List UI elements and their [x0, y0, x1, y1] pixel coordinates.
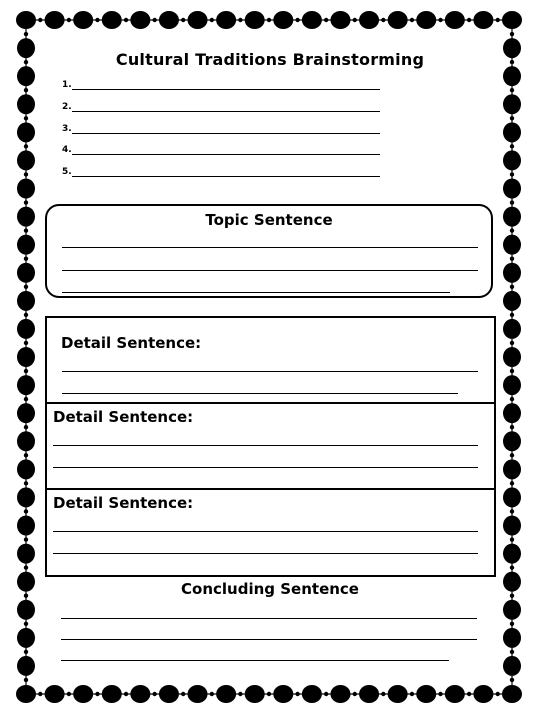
border-dot-icon — [24, 60, 28, 64]
border-dot-icon — [24, 397, 28, 401]
border-dot-icon — [510, 144, 514, 148]
border-dot-icon — [445, 685, 465, 703]
border-dot-icon — [503, 600, 521, 620]
border-dot-icon — [510, 622, 514, 626]
border-dot-icon — [24, 537, 28, 541]
border-dot-icon — [24, 650, 28, 654]
border-dot-icon — [17, 375, 35, 395]
write-line — [72, 133, 380, 134]
border-dot-icon — [353, 692, 357, 696]
write-line — [53, 531, 478, 532]
border-dot-icon — [302, 11, 322, 29]
write-line — [62, 270, 478, 271]
border-dot-icon — [24, 32, 28, 36]
border-dot-icon — [159, 685, 179, 703]
write-line — [53, 553, 478, 554]
border-dot-icon — [503, 628, 521, 648]
list-item — [62, 78, 380, 90]
border-dot-icon — [181, 18, 185, 22]
write-line — [72, 111, 380, 112]
border-dot-icon — [438, 18, 442, 22]
border-dot-icon — [359, 685, 379, 703]
border-dot-icon — [503, 459, 521, 479]
border-dot-icon — [295, 18, 299, 22]
write-line — [62, 393, 458, 394]
border-dot-icon — [503, 122, 521, 142]
border-dot-icon — [302, 685, 322, 703]
write-line — [62, 292, 450, 293]
border-dot-icon — [17, 347, 35, 367]
border-dot-icon — [438, 692, 442, 696]
border-dot-icon — [510, 369, 514, 373]
write-line — [53, 467, 478, 468]
border-dot-icon — [17, 179, 35, 199]
border-dot-icon — [410, 18, 414, 22]
border-dot-icon — [503, 572, 521, 592]
border-dot-icon — [102, 685, 122, 703]
border-dot-icon — [416, 11, 436, 29]
border-dot-icon — [24, 285, 28, 289]
border-dot-icon — [67, 692, 71, 696]
border-dot-icon — [510, 509, 514, 513]
border-dot-icon — [38, 692, 42, 696]
border-dot-icon — [353, 18, 357, 22]
list-number: 5. — [62, 167, 72, 177]
write-line — [61, 660, 449, 661]
border-dot-icon — [24, 116, 28, 120]
border-dot-icon — [210, 692, 214, 696]
write-line — [72, 89, 380, 90]
border-dot-icon — [245, 685, 265, 703]
border-dot-icon — [473, 11, 493, 29]
border-dot-icon — [24, 678, 28, 682]
border-dot-icon — [17, 235, 35, 255]
border-dot-icon — [67, 18, 71, 22]
border-dot-icon — [124, 18, 128, 22]
write-line — [61, 639, 477, 640]
border-dot-icon — [503, 347, 521, 367]
border-dot-icon — [273, 685, 293, 703]
concluding-sentence-heading: Concluding Sentence — [181, 580, 359, 598]
border-dot-icon — [17, 150, 35, 170]
write-line — [72, 176, 380, 177]
list-item — [62, 100, 380, 112]
border-dot-icon — [445, 11, 465, 29]
border-dot-icon — [102, 11, 122, 29]
border-dot-icon — [473, 685, 493, 703]
border-dot-icon — [17, 263, 35, 283]
concluding-section — [40, 580, 500, 598]
border-dot-icon — [503, 94, 521, 114]
border-dot-icon — [359, 11, 379, 29]
border-dot-icon — [510, 116, 514, 120]
list-number: 1. — [62, 80, 72, 90]
border-dot-icon — [17, 544, 35, 564]
border-dot-icon — [24, 622, 28, 626]
border-dot-icon — [17, 207, 35, 227]
border-dot-icon — [73, 685, 93, 703]
border-dot-icon — [510, 678, 514, 682]
border-dot-icon — [24, 313, 28, 317]
border-dot-icon — [503, 263, 521, 283]
list-item — [62, 122, 380, 134]
border-dot-icon — [496, 692, 500, 696]
border-dot-icon — [503, 487, 521, 507]
border-dot-icon — [503, 235, 521, 255]
border-dot-icon — [510, 594, 514, 598]
border-dot-icon — [410, 692, 414, 696]
border-dot-icon — [510, 228, 514, 232]
border-dot-icon — [324, 692, 328, 696]
border-dot-icon — [17, 431, 35, 451]
border-dot-icon — [510, 537, 514, 541]
border-dot-icon — [159, 11, 179, 29]
border-dot-icon — [24, 200, 28, 204]
border-dot-icon — [510, 313, 514, 317]
border-dot-icon — [510, 60, 514, 64]
border-dot-icon — [216, 685, 236, 703]
list-number: 4. — [62, 145, 72, 155]
border-dot-icon — [510, 172, 514, 176]
detail-sentence-label: Detail Sentence: — [53, 408, 194, 426]
border-dot-icon — [16, 685, 36, 703]
border-dot-icon — [24, 509, 28, 513]
border-dot-icon — [238, 692, 242, 696]
border-dot-icon — [267, 18, 271, 22]
list-item — [62, 165, 380, 177]
border-dot-icon — [24, 594, 28, 598]
write-line — [61, 618, 477, 619]
border-dot-icon — [503, 544, 521, 564]
border-dot-icon — [24, 88, 28, 92]
write-line — [53, 445, 478, 446]
border-dot-icon — [510, 285, 514, 289]
border-dot-icon — [510, 200, 514, 204]
border-dot-icon — [24, 257, 28, 261]
border-dot-icon — [17, 94, 35, 114]
write-line — [62, 371, 478, 372]
border-dot-icon — [245, 11, 265, 29]
border-dot-icon — [503, 66, 521, 86]
border-dot-icon — [17, 628, 35, 648]
border-dot-icon — [503, 516, 521, 536]
border-dot-icon — [24, 481, 28, 485]
border-dot-icon — [467, 692, 471, 696]
border-dot-icon — [496, 18, 500, 22]
border-dot-icon — [45, 685, 65, 703]
border-dot-icon — [502, 685, 522, 703]
border-dot-icon — [502, 11, 522, 29]
border-dot-icon — [510, 481, 514, 485]
border-dot-icon — [503, 291, 521, 311]
border-dot-icon — [503, 150, 521, 170]
border-dot-icon — [388, 685, 408, 703]
write-line — [62, 247, 478, 248]
border-dot-icon — [73, 11, 93, 29]
border-dot-icon — [330, 685, 350, 703]
border-dot-icon — [152, 692, 156, 696]
detail-sentence-label: Detail Sentence: — [53, 494, 194, 512]
detail-sentence-label: Detail Sentence: — [61, 334, 202, 352]
border-dot-icon — [510, 341, 514, 345]
border-dot-icon — [17, 122, 35, 142]
border-dot-icon — [510, 397, 514, 401]
border-dot-icon — [17, 66, 35, 86]
border-dot-icon — [24, 565, 28, 569]
border-dot-icon — [17, 403, 35, 423]
border-dot-icon — [503, 375, 521, 395]
border-dot-icon — [16, 11, 36, 29]
border-dot-icon — [17, 600, 35, 620]
border-dot-icon — [24, 144, 28, 148]
border-dot-icon — [24, 425, 28, 429]
border-dot-icon — [210, 18, 214, 22]
border-dot-icon — [510, 650, 514, 654]
worksheet-title: Cultural Traditions Brainstorming — [115, 50, 425, 69]
border-dot-icon — [388, 11, 408, 29]
border-dot-icon — [503, 431, 521, 451]
border-dot-icon — [152, 18, 156, 22]
border-dot-icon — [17, 516, 35, 536]
border-dot-icon — [510, 453, 514, 457]
border-dot-icon — [17, 291, 35, 311]
border-dot-icon — [324, 18, 328, 22]
list-item — [62, 143, 380, 155]
border-dot-icon — [24, 228, 28, 232]
border-dot-icon — [295, 692, 299, 696]
border-dot-icon — [24, 453, 28, 457]
border-dot-icon — [24, 341, 28, 345]
border-dot-icon — [17, 487, 35, 507]
border-dot-icon — [503, 179, 521, 199]
list-number: 2. — [62, 102, 72, 112]
border-dot-icon — [416, 685, 436, 703]
detail-sentences-box — [45, 316, 496, 577]
border-dot-icon — [17, 572, 35, 592]
border-dot-icon — [510, 257, 514, 261]
border-dot-icon — [503, 207, 521, 227]
border-dot-icon — [503, 38, 521, 58]
border-dot-icon — [38, 18, 42, 22]
border-dot-icon — [188, 685, 208, 703]
border-dot-icon — [17, 656, 35, 676]
write-line — [72, 154, 380, 155]
border-dot-icon — [381, 692, 385, 696]
border-dot-icon — [130, 11, 150, 29]
border-dot-icon — [95, 692, 99, 696]
border-dot-icon — [510, 32, 514, 36]
section-divider — [47, 402, 494, 404]
list-number: 3. — [62, 124, 72, 134]
border-dot-icon — [17, 319, 35, 339]
border-dot-icon — [181, 692, 185, 696]
border-dot-icon — [330, 11, 350, 29]
border-dot-icon — [216, 11, 236, 29]
border-dot-icon — [510, 88, 514, 92]
border-dot-icon — [45, 11, 65, 29]
border-dot-icon — [267, 692, 271, 696]
border-dot-icon — [503, 656, 521, 676]
border-dot-icon — [17, 38, 35, 58]
border-dot-icon — [381, 18, 385, 22]
border-dot-icon — [510, 425, 514, 429]
border-dot-icon — [95, 18, 99, 22]
section-divider — [47, 488, 494, 490]
border-dot-icon — [238, 18, 242, 22]
topic-sentence-box — [45, 204, 493, 298]
border-dot-icon — [273, 11, 293, 29]
border-dot-icon — [510, 565, 514, 569]
border-dot-icon — [24, 172, 28, 176]
topic-sentence-heading: Topic Sentence — [205, 211, 333, 229]
border-dot-icon — [467, 18, 471, 22]
border-dot-icon — [124, 692, 128, 696]
border-dot-icon — [24, 369, 28, 373]
border-dot-icon — [503, 403, 521, 423]
border-dot-icon — [130, 685, 150, 703]
border-dot-icon — [503, 319, 521, 339]
border-dot-icon — [17, 459, 35, 479]
border-dot-icon — [188, 11, 208, 29]
